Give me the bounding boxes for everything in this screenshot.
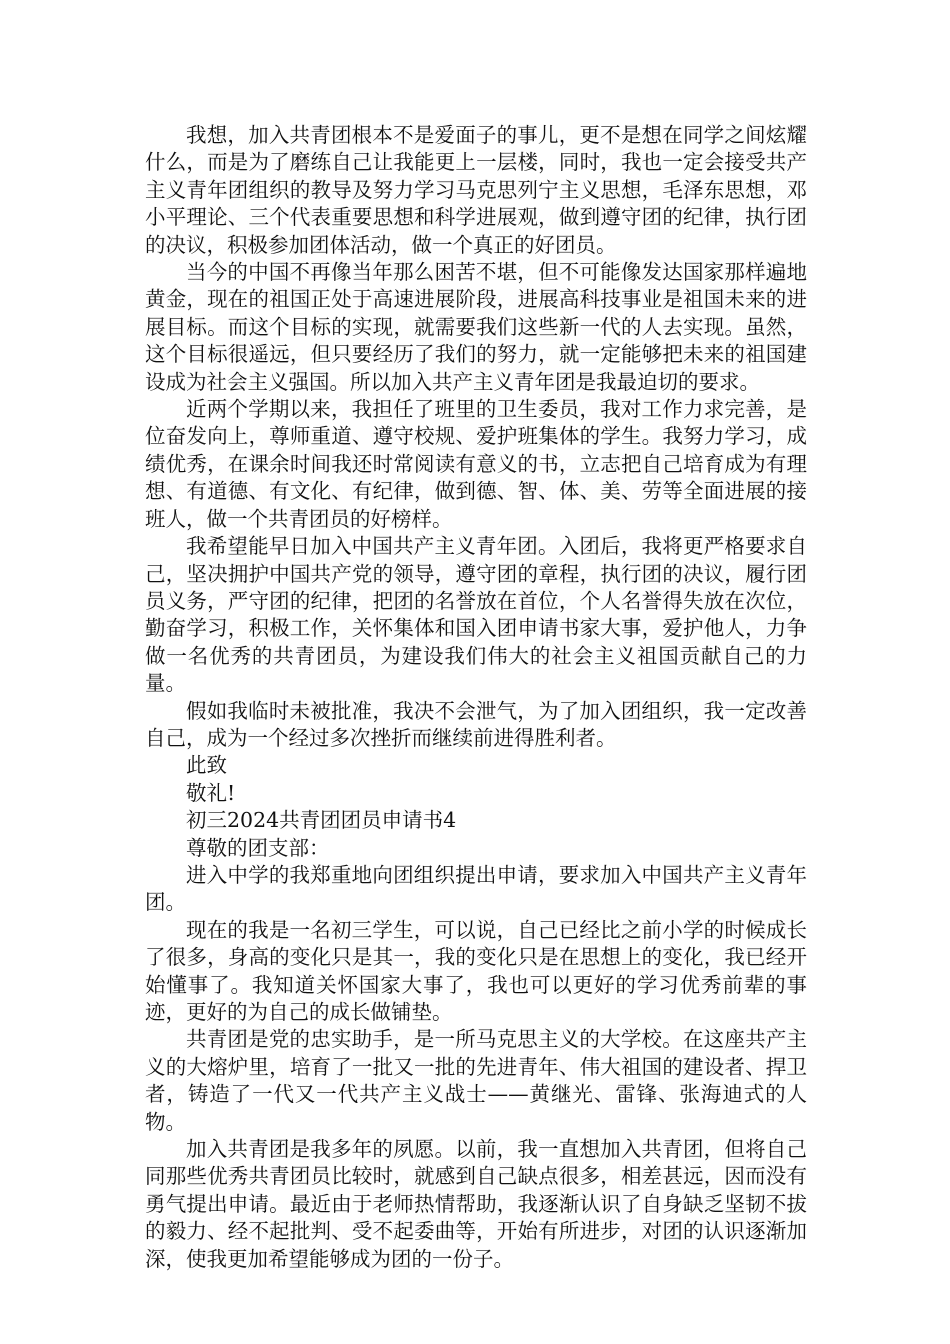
paragraph-3: 近两个学期以来，我担任了班里的卫生委员，我对工作力求完善，是位奋发向上，尊师重道、遵守校规、爱护班集体的学生。我努力学习，成绩优秀，在课余时间我还时常阅读有意义的书，立志把自己培育成为有理想、有道德、有文化、有纪律，做到德、智、体、美、劳等全面进展的接班人，做一个共青团员的好榜样。 bbox=[145, 397, 807, 531]
closing-regards: 敬礼! bbox=[186, 780, 236, 805]
closing-salutation: 此致 bbox=[186, 753, 227, 778]
paragraph-5: 假如我临时未被批准，我决不会泄气，为了加入团组织，我一定改善自己，成为一个经过多次挫折而继续前进得胜利者。 bbox=[145, 698, 807, 750]
paragraph-6: 进入中学的我郑重地向团组织提出申请，要求加入中国共产主义青年团。 bbox=[145, 862, 807, 915]
paragraph-4: 我希望能早日加入中国共产主义青年团。入团后，我将更严格要求自己，坚决拥护中国共产党的领导，遵守团的章程，执行团的决议，履行团员义务，严守团的纪律，把团的名誉放在首位，个人名誉得失放在次位，勤奋学习，积极工作，关怀集体和国入团申请书家大事，爱护他人，力争做一名优秀的共青团员，为建设我们伟大的社会主义祖国贡献自己的力量。 bbox=[145, 534, 807, 696]
paragraph-9: 加入共青团是我多年的夙愿。以前，我一直想加入共青团，但将自己同那些优秀共青团员比较时，就感到自己缺点很多，相差甚远，因而没有勇气提出申请。最近由于老师热情帮助，我逐渐认识了自身缺乏坚韧不拔的毅力、经不起批判、受不起委曲等，开始有所进步，对团的认识逐渐加深，使我更加希望能够成为团的一份子。 bbox=[145, 1137, 807, 1271]
paragraph-2: 当今的中国不再像当年那么困苦不堪，但不可能像发达国家那样遍地黄金，现在的祖国正处于高速进展阶段，进展高科技事业是祖国未来的进展目标。而这个目标的实现，就需要我们这些新一代的人去实现。虽然，这个目标很遥远，但只要经历了我们的努力，就一定能够把未来的祖国建设成为社会主义强国。所以加入共产主义青年团是我最迫切的要求。 bbox=[145, 260, 807, 394]
section-title: 初三2024共青团团员申请书4 bbox=[186, 808, 457, 833]
document-body bbox=[145, 122, 807, 1273]
greeting: 尊敬的团支部： bbox=[186, 835, 330, 860]
paragraph-7: 现在的我是一名初三学生，可以说，自己已经比之前小学的时候成长了很多，身高的变化只是其一，我的变化只是在思想上的变化，我已经开始懂事了。我知道关怀国家大事了，我也可以更好的学习优秀前辈的事迹，更好的为自己的成长做铺垫。 bbox=[145, 917, 807, 1024]
paragraph-1: 我想，加入共青团根本不是爱面子的事儿，更不是想在同学之间炫耀什么，而是为了磨练自己让我能更上一层楼，同时，我也一定会接受共产主义青年团组织的教导及努力学习马克思列宁主义思想，毛泽东思想，邓小平理论、三个代表重要思想和科学进展观，做到遵守团的纪律，执行团的决议，积极参加团体活动，做一个真正的好团员。 bbox=[145, 123, 807, 257]
paragraph-8: 共青团是党的忠实助手，是一所马克思主义的大学校。在这座共产主义的大熔炉里，培育了一批又一批的先进青年、伟大祖国的建设者、捍卫者，铸造了一代又一代共产主义战士——黄继光、雷锋、张海迪式的人物。 bbox=[145, 1027, 807, 1134]
